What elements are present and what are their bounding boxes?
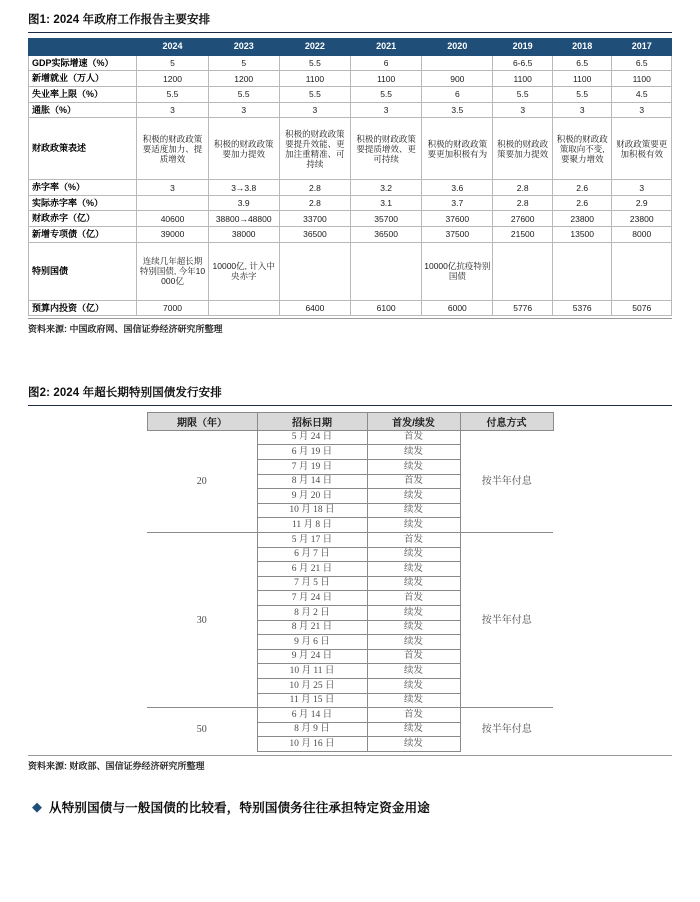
figure1-cell: 2.8 [279, 195, 350, 211]
figure2-title: 图2: 2024 年超长期特别国债发行安排 [28, 387, 222, 400]
figure1-cell: 3 [612, 180, 672, 196]
figure1-cell: 5376 [552, 300, 612, 316]
figure1-cell: 6100 [351, 300, 422, 316]
figure1-cell: 3 [279, 102, 350, 118]
diamond-bullet-icon: ◆ [32, 799, 42, 815]
figure2-issue-type: 续发 [367, 460, 460, 475]
figure1-cell: 38000 [208, 227, 279, 243]
figure2-payment-method: 按半年付息 [460, 533, 553, 708]
figure2-col-header-2: 首发/续发 [367, 412, 460, 430]
figure1-col-header-2018: 2018 [552, 38, 612, 55]
figure1-cell: 1100 [493, 71, 553, 87]
figure1-col-header-2019: 2019 [493, 38, 553, 55]
figure2-auction-date: 9 月 6 日 [257, 635, 367, 650]
figure2-payment-method: 按半年付息 [460, 430, 553, 532]
figure1-col-header-2021: 2021 [351, 38, 422, 55]
figure2-auction-date: 6 月 7 日 [257, 547, 367, 562]
figure2-bottom-rule [28, 755, 672, 756]
figure2-col-header-0: 期限（年） [147, 412, 257, 430]
figure1-cell: 3 [351, 102, 422, 118]
figure1-table-row [29, 102, 672, 118]
figure2-table-row [147, 708, 553, 723]
figure2-auction-date: 9 月 24 日 [257, 649, 367, 664]
figure2-auction-date: 5 月 24 日 [257, 430, 367, 445]
figure1-table-row [29, 118, 672, 180]
figure2-auction-date: 10 月 18 日 [257, 503, 367, 518]
figure1-cell [351, 242, 422, 300]
figure2-auction-date: 7 月 24 日 [257, 591, 367, 606]
figure2-issue-type: 续发 [367, 445, 460, 460]
figure2-auction-date: 8 月 21 日 [257, 620, 367, 635]
figure1-col-header-2017: 2017 [612, 38, 672, 55]
figure2-payment-method: 按半年付息 [460, 708, 553, 752]
figure2-table-body [147, 430, 553, 751]
figure1-row-label: 实际赤字率（%） [29, 195, 137, 211]
figure2-issue-type: 续发 [367, 562, 460, 577]
figure1-row-label: 新增就业（万人） [29, 71, 137, 87]
figure1-cell [422, 55, 493, 71]
figure2-auction-date: 10 月 25 日 [257, 678, 367, 693]
figure1-cell: 5.5 [493, 87, 553, 103]
figure1-bottom-rule [28, 318, 672, 319]
figure2-term-cell: 50 [147, 708, 257, 752]
figure2-issue-type: 首发 [367, 533, 460, 548]
figure1-cell: 3.6 [422, 180, 493, 196]
figure1-header-row [29, 38, 672, 55]
figure1-table-head [29, 38, 672, 55]
figure1-cell: 33700 [279, 211, 350, 227]
figure1-cell: 积极的财政政策要加力提效 [493, 118, 553, 180]
figure2-auction-date: 8 月 9 日 [257, 722, 367, 737]
figure1-cell: 5076 [612, 300, 672, 316]
figure1-cell: 3.7 [422, 195, 493, 211]
figure2-table-head [147, 412, 553, 430]
figure2-issue-type: 续发 [367, 489, 460, 504]
figure1-row-label: 新增专项债（亿） [29, 227, 137, 243]
figure1-cell: 21500 [493, 227, 553, 243]
figure1-cell: 2.6 [552, 180, 612, 196]
figure1-cell: 积极的财政政策要提升效能、更加注重精准、可持续 [279, 118, 350, 180]
figure1-cell: 5.5 [137, 87, 208, 103]
figure1-table-row [29, 300, 672, 316]
figure2-auction-date: 5 月 17 日 [257, 533, 367, 548]
figure1-cell: 10000亿抗疫特别国债 [422, 242, 493, 300]
figure1-cell: 积极的财政政策要更加积极有为 [422, 118, 493, 180]
figure1-cell: 23800 [612, 211, 672, 227]
figure1-row-label: 通胀（%） [29, 102, 137, 118]
figure1-col-header-2020: 2020 [422, 38, 493, 55]
figure2-issue-type: 续发 [367, 722, 460, 737]
figure1-cell: 2.6 [552, 195, 612, 211]
figure1-cell: 6-6.5 [493, 55, 553, 71]
figure1-cell [552, 242, 612, 300]
figure1-table-row [29, 180, 672, 196]
figure1-cell: 3.2 [351, 180, 422, 196]
figure1-cell: 2.9 [612, 195, 672, 211]
figure1-cell: 积极的财政政策要加力提效 [208, 118, 279, 180]
figure1-cell [208, 300, 279, 316]
figure1-cell: 37500 [422, 227, 493, 243]
figure2-issue-type: 续发 [367, 678, 460, 693]
spacer-between-figures [28, 335, 672, 387]
figure1-col-header-2024: 2024 [137, 38, 208, 55]
figure2-issue-type: 续发 [367, 606, 460, 621]
figure1-row-label: 赤字率（%） [29, 180, 137, 196]
figure2-source-note: 资料来源: 财政部、国信证券经济研究所整理 [28, 760, 205, 771]
figure1-row-label: 财政赤字（亿） [29, 211, 137, 227]
figure2-auction-date: 7 月 19 日 [257, 460, 367, 475]
figure2-issue-type: 续发 [367, 664, 460, 679]
figure1-cell: 6400 [279, 300, 350, 316]
figure2-issue-type: 续发 [367, 737, 460, 752]
figure2-issue-type: 续发 [367, 576, 460, 591]
figure1-cell: 5.5 [552, 87, 612, 103]
figure2-issue-type: 首发 [367, 474, 460, 489]
figure1-cell: 5 [137, 55, 208, 71]
figure2-issue-type: 首发 [367, 591, 460, 606]
figure1-table-row [29, 71, 672, 87]
figure2-auction-date: 8 月 2 日 [257, 606, 367, 621]
figure1-cell [137, 195, 208, 211]
figure2-auction-date: 6 月 19 日 [257, 445, 367, 460]
figure2-issue-type: 续发 [367, 693, 460, 708]
figure2-col-header-3: 付息方式 [460, 412, 553, 430]
figure2-auction-date: 7 月 5 日 [257, 576, 367, 591]
figure1-table-row [29, 242, 672, 300]
figure1-top-rule [28, 32, 672, 33]
figure2-auction-date: 10 月 11 日 [257, 664, 367, 679]
figure1-cell: 1100 [552, 71, 612, 87]
figure1-cell: 40600 [137, 211, 208, 227]
figure1-cell: 7000 [137, 300, 208, 316]
figure2-issue-type: 首发 [367, 708, 460, 723]
figure1-col-header-2023: 2023 [208, 38, 279, 55]
figure1-table-row [29, 87, 672, 103]
figure1-table-row [29, 227, 672, 243]
figure2-auction-date: 6 月 14 日 [257, 708, 367, 723]
figure1-table-row [29, 55, 672, 71]
figure1-cell [612, 242, 672, 300]
figure1-cell: 3.5 [422, 102, 493, 118]
figure1-cell: 2.8 [493, 195, 553, 211]
figure1-cell: 1100 [279, 71, 350, 87]
figure1-cell: 23800 [552, 211, 612, 227]
figure1-cell: 5.5 [351, 87, 422, 103]
figure1-cell: 5.5 [208, 87, 279, 103]
figure2-auction-date: 11 月 8 日 [257, 518, 367, 533]
figure1-cell: 3 [208, 102, 279, 118]
figure1-table-row [29, 211, 672, 227]
figure1-cell: 2.8 [279, 180, 350, 196]
figure1-cell: 6.5 [612, 55, 672, 71]
figure2-top-rule [28, 405, 672, 406]
figure2-auction-date: 8 月 14 日 [257, 474, 367, 489]
figure2-auction-date: 11 月 15 日 [257, 693, 367, 708]
figure1-cell: 900 [422, 71, 493, 87]
figure2-issue-type: 首发 [367, 649, 460, 664]
figure1-cell: 财政政策要更加积极有效 [612, 118, 672, 180]
figure1-cell: 3 [552, 102, 612, 118]
figure1-cell: 5.5 [279, 87, 350, 103]
figure2-table [147, 412, 554, 752]
figure1-row-label: 失业率上限（%） [29, 87, 137, 103]
figure2-block [28, 387, 672, 772]
figure1-cell: 3 [612, 102, 672, 118]
figure1-cell: 3 [493, 102, 553, 118]
figure1-cell: 积极的财政政策要提质增效、更可持续 [351, 118, 422, 180]
figure2-table-row [147, 430, 553, 445]
figure1-cell: 1100 [351, 71, 422, 87]
figure2-term-cell: 30 [147, 533, 257, 708]
section-heading [28, 798, 672, 816]
figure1-cell: 5 [208, 55, 279, 71]
figure1-block [28, 14, 672, 335]
figure1-row-label: 预算内投资（亿） [29, 300, 137, 316]
figure2-issue-type: 续发 [367, 547, 460, 562]
figure1-cell: 6 [422, 87, 493, 103]
figure2-auction-date: 6 月 21 日 [257, 562, 367, 577]
figure1-table [28, 38, 672, 316]
figure1-cell: 8000 [612, 227, 672, 243]
figure1-cell: 36500 [351, 227, 422, 243]
figure2-issue-type: 续发 [367, 635, 460, 650]
figure1-row-label: GDP实际增速（%） [29, 55, 137, 71]
figure1-cell: 积极的财政政策取向不变, 要聚力增效 [552, 118, 612, 180]
figure1-cell: 10000亿, 计入中央赤字 [208, 242, 279, 300]
figure1-source-note: 资料来源: 中国政府网、国信证券经济研究所整理 [28, 324, 223, 335]
figure1-cell: 5.5 [279, 55, 350, 71]
figure1-cell [279, 242, 350, 300]
figure1-cell: 3→3.8 [208, 180, 279, 196]
figure2-table-row [147, 533, 553, 548]
figure1-cell: 39000 [137, 227, 208, 243]
figure2-issue-type: 续发 [367, 518, 460, 533]
figure2-header-row [147, 412, 553, 430]
figure1-cell [493, 242, 553, 300]
figure1-cell: 3 [137, 102, 208, 118]
figure2-issue-type: 续发 [367, 620, 460, 635]
figure1-cell: 6 [351, 55, 422, 71]
figure1-cell: 1200 [137, 71, 208, 87]
figure1-cell: 3.9 [208, 195, 279, 211]
figure1-cell: 38800→48800 [208, 211, 279, 227]
figure1-row-label: 财政政策表述 [29, 118, 137, 180]
figure2-table-wrap [28, 412, 672, 752]
figure1-cell: 2.8 [493, 180, 553, 196]
figure2-auction-date: 10 月 16 日 [257, 737, 367, 752]
figure1-cell: 37600 [422, 211, 493, 227]
figure1-cell: 积极的财政政策要适度加力、提质增效 [137, 118, 208, 180]
figure2-issue-type: 首发 [367, 430, 460, 445]
figure1-table-wrap [28, 38, 672, 316]
figure1-corner-cell [29, 38, 137, 55]
figure1-cell: 3.1 [351, 195, 422, 211]
figure1-cell: 3 [137, 180, 208, 196]
figure1-row-label: 特别国债 [29, 242, 137, 300]
figure1-table-body [29, 55, 672, 315]
figure2-term-cell: 20 [147, 430, 257, 532]
figure1-table-row [29, 195, 672, 211]
figure1-cell: 36500 [279, 227, 350, 243]
figure1-title: 图1: 2024 年政府工作报告主要安排 [28, 14, 211, 26]
figure2-auction-date: 9 月 20 日 [257, 489, 367, 504]
figure2-col-header-1: 招标日期 [257, 412, 367, 430]
figure1-cell: 5776 [493, 300, 553, 316]
figure1-cell: 连续几年超长期特别国债, 今年10000亿 [137, 242, 208, 300]
figure1-cell: 1200 [208, 71, 279, 87]
figure1-cell: 4.5 [612, 87, 672, 103]
figure1-cell: 6000 [422, 300, 493, 316]
figure1-cell: 1100 [612, 71, 672, 87]
figure1-cell: 6.5 [552, 55, 612, 71]
section-heading-text: 从特别国债与一般国债的比较看，特别国债务往往承担特定资金用途 [49, 800, 431, 815]
figure1-cell: 27600 [493, 211, 553, 227]
figure1-cell: 35700 [351, 211, 422, 227]
figure1-col-header-2022: 2022 [279, 38, 350, 55]
figure2-issue-type: 续发 [367, 503, 460, 518]
figure1-cell: 13500 [552, 227, 612, 243]
